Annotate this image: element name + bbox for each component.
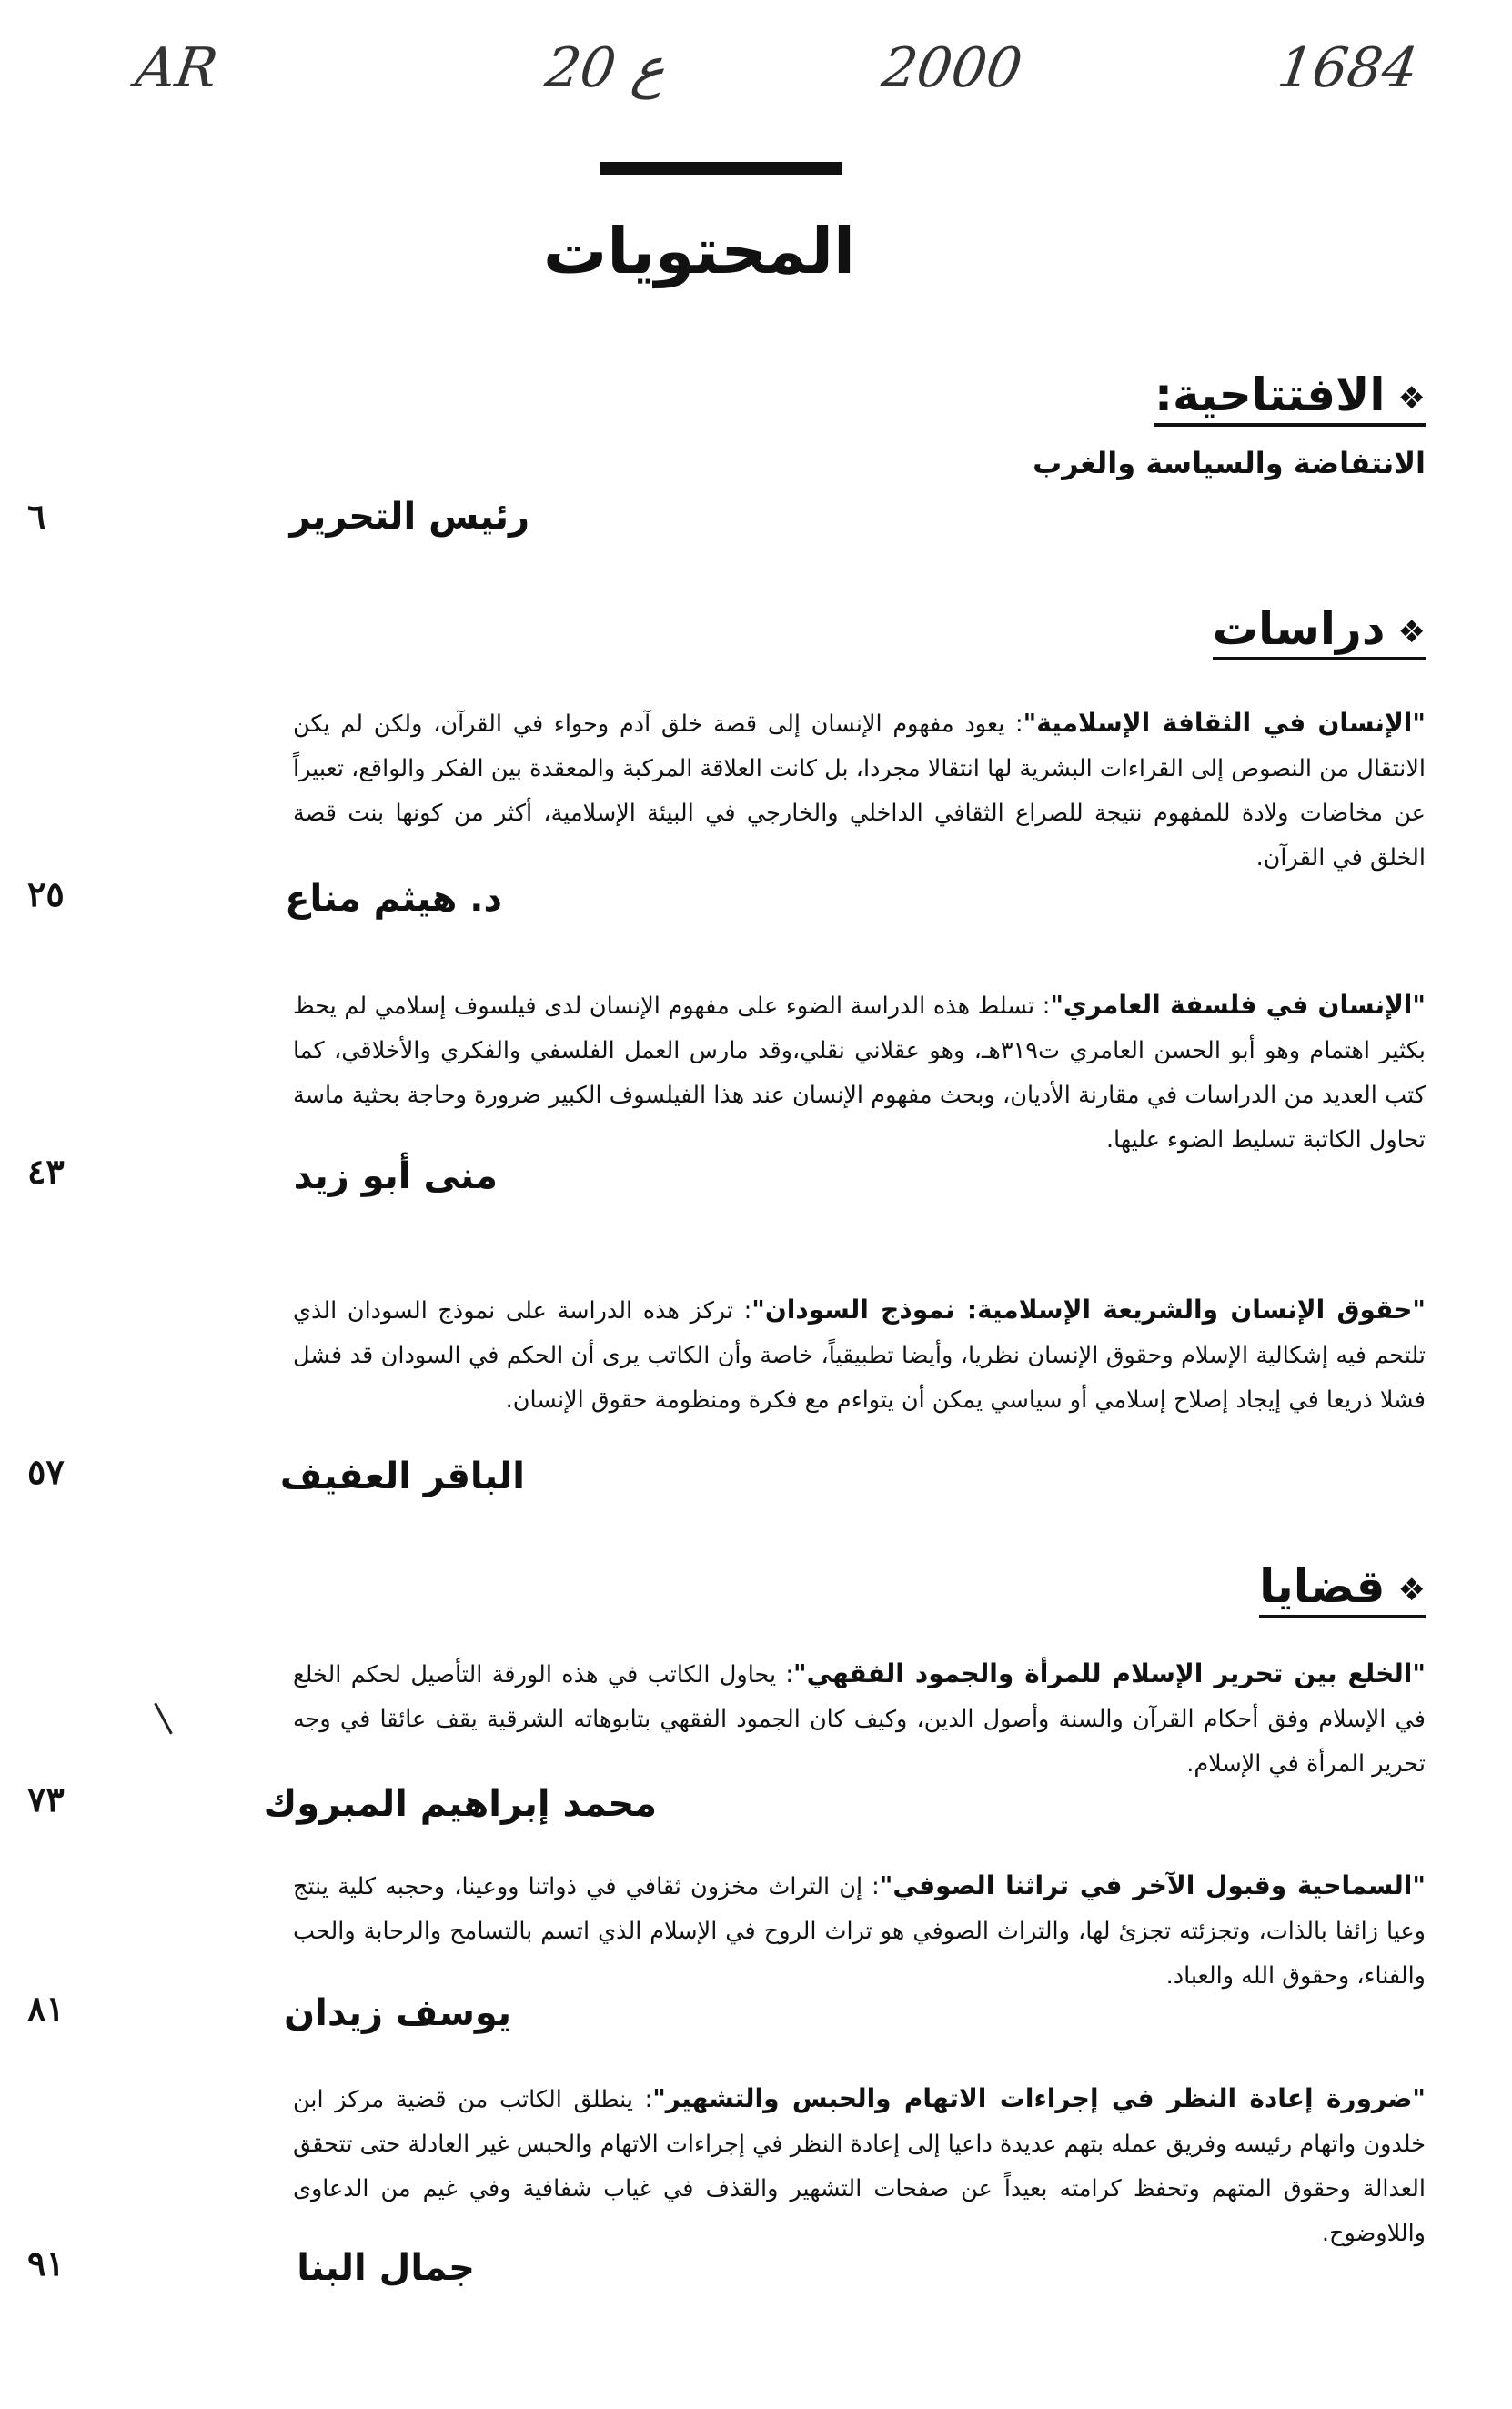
author-6: جمال البنا bbox=[297, 2247, 475, 2289]
author-3: الباقر العفيف bbox=[279, 1456, 525, 1497]
handwritten-note-4: 1684 bbox=[1274, 36, 1422, 100]
page-title: المحتويات bbox=[542, 214, 855, 288]
author-opening: رئيس التحرير bbox=[289, 496, 529, 538]
section-heading-studies: ❖دراسات bbox=[1213, 602, 1426, 660]
author-2: منى أبو زيد bbox=[293, 1155, 498, 1197]
article-summary-3: "حقوق الإنسان والشريعة الإسلامية: نموذج السودان": تركز هذه الدراسة على نموذج السودان الذي تلتحم فيه إشكالية الإسلام وحقوق الإنسان نظريا، وأيضا تطبيقياً، خاصة وأن الكاتب يرى أن الحكم في السودان قد فشل فشلا ذريعا في إيجاد إصلاح إسلامي أو سياسي يمكن أن يتواءم مع فكرة ومنظومة حقوق الإنسان. bbox=[293, 1295, 1426, 1414]
page-number-3: ٥٧ bbox=[27, 1451, 65, 1492]
section-heading-issues: ❖قضايا bbox=[1259, 1560, 1426, 1618]
handwritten-note-2: 20 ع bbox=[541, 36, 670, 100]
author-5: يوسف زيدان bbox=[284, 1992, 511, 2034]
handwritten-note-3: 2000 bbox=[878, 36, 1026, 100]
diamond-icon: ❖ bbox=[1397, 613, 1426, 650]
author-4: محمد إبراهيم المبروك bbox=[263, 1783, 657, 1825]
author-1: د. هيثم مناع bbox=[285, 878, 502, 920]
diamond-icon: ❖ bbox=[1397, 1571, 1426, 1608]
page-number-opening: ٦ bbox=[27, 496, 46, 537]
article-summary-5: "السماحية وقبول الآخر في تراثنا الصوفي": إن التراث مخزون ثقافي في ذواتنا ووعينا، وحجبه كلية ينتج وعيا زائفا بالذات، وتجزئته تجزئ لها، والتراث الصوفي هو تراث الروح في الإسلام الذي اتسم بالتسامح والرحابة والحب والفناء، وحقوق الله والعباد. bbox=[293, 1870, 1426, 1990]
article-summary-2: "الإنسان في فلسفة العامري": تسلط هذه الدراسة الضوء على مفهوم الإنسان لدى فيلسوف إسلامي لم يحظ بكثير اهتمام وهو أبو الحسن العامري ت٣١٩هـ، وهو عقلاني نقلي،وقد مارس العمل الفلسفي والفكري والأخلاقي، كما كتب العديد من الدراسات في مقارنة الأديان، وبحث مفهوم الإنسان عند هذا الفيلسوف الكبير ضرورة وحاجة بحثية ماسة تحاول الكاتبة تسليط الضوء عليها. bbox=[293, 990, 1426, 1154]
article-summary-1: "الإنسان في الثقافة الإسلامية": يعود مفهوم الإنسان إلى قصة خلق آدم وحواء في القرآن، ولكن لم يكن الانتقال من النصوص إلى القراءات البشرية لها انتقالا مجردا، بل كانت العلاقة المركبة والمعقدة بين الفكر والواقع، تعبيراً عن مخاضات ولادة للمفهوم نتيجة للصراع الثقافي الداخلي والخارجي في البيئة الإسلامية، أكثر من كونها بنت قصة الخلق في القرآن. bbox=[293, 708, 1426, 872]
page-number-1: ٢٥ bbox=[27, 873, 65, 914]
opening-subheading: الانتفاضة والسياسة والغرب bbox=[1033, 446, 1426, 480]
handwritten-note-1: AR bbox=[132, 36, 222, 100]
diamond-icon: ❖ bbox=[1397, 379, 1426, 417]
article-summary-6: "ضرورة إعادة النظر في إجراءات الاتهام والحبس والتشهير": ينطلق الكاتب من قضية مركز ابن خلدون واتهام رئيسه وفريق عمله بتهم عديدة داعيا إلى إعادة النظر في إجراءات الاتهام والحبس غير العادلة حتى تتحقق العدالة وحقوق المتهم وتحفظ كرامته بعيداً عن صفحات التشهير والقذف في غياب شفافية وفي غيم من الدعاوى واللاوضوح. bbox=[293, 2083, 1426, 2247]
section-heading-opening: ❖الافتتاحية: bbox=[1154, 368, 1426, 427]
page-number-5: ٨١ bbox=[27, 1988, 65, 2029]
pen-mark bbox=[154, 1703, 172, 1735]
page-number-4: ٧٣ bbox=[27, 1779, 65, 1819]
page-number-2: ٤٣ bbox=[27, 1151, 65, 1192]
article-summary-4: "الخلع بين تحرير الإسلام للمرأة والجمود الفقهي": يحاول الكاتب في هذه الورقة التأصيل لحكم الخلع في الإسلام وفق أحكام القرآن والسنة وأصول الدين، وكيف كان الجمود الفقهي بتابوهاته الشرقية يقف عائقا في وجه تحرير المرأة في الإسلام. bbox=[293, 1658, 1426, 1778]
page-number-6: ٩١ bbox=[27, 2243, 65, 2283]
top-rule bbox=[600, 162, 842, 175]
